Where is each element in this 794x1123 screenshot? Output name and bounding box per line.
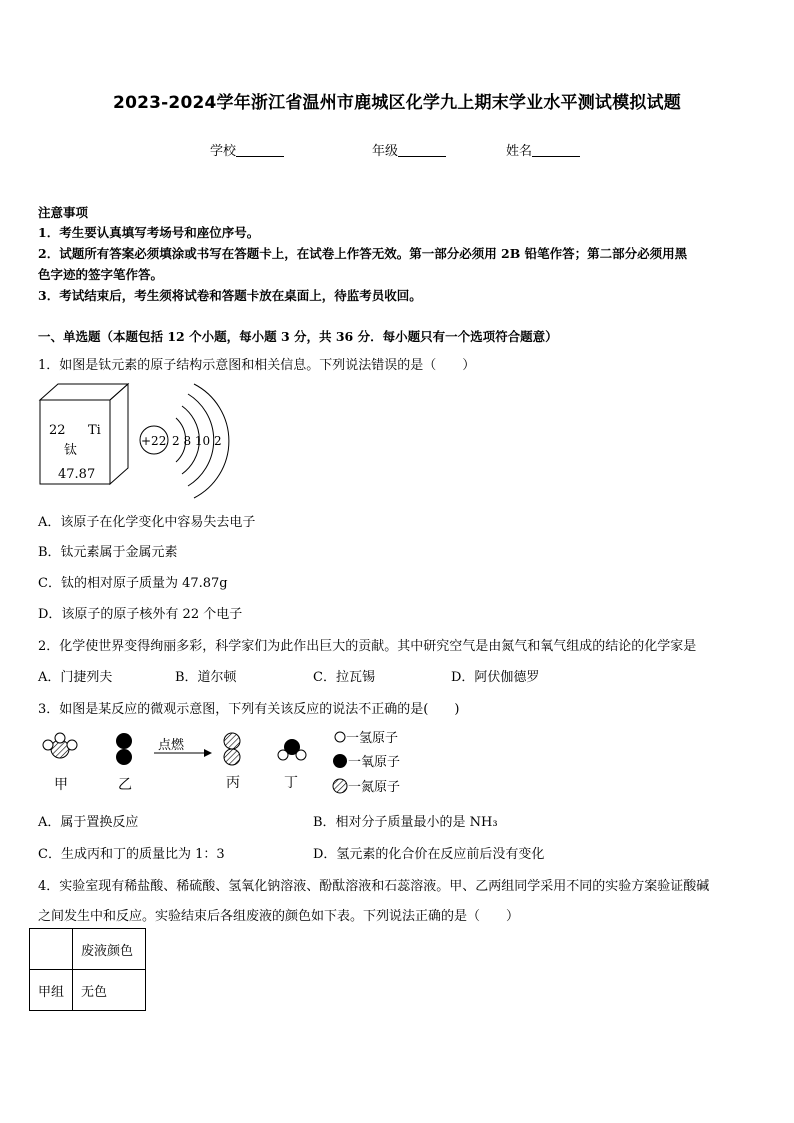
label-jia: 甲	[54, 777, 68, 793]
nucleus-charge: +22	[141, 434, 167, 448]
notice-item: 3．考试结束后，考生须将试卷和答题卡放在桌面上，待监考员收回。	[38, 288, 422, 303]
question-1-option-d[interactable]: D．该原子的原子核外有 22 个电子	[38, 607, 243, 622]
question-1-option-a[interactable]: A．该原子在化学变化中容易失去电子	[38, 515, 256, 530]
question-2-option-b[interactable]: B．道尔顿	[175, 670, 237, 685]
reaction-diagram	[36, 725, 416, 803]
waste-liquid-table	[29, 928, 146, 1011]
question-1-stem: 1．如图是钛元素的原子结构示意图和相关信息。下列说法错误的是（ ）	[38, 358, 476, 373]
legend-hydrogen: 一氢原子	[346, 731, 399, 746]
legend-oxygen: 一氧原子	[348, 755, 401, 770]
table-header-cell: 废液颜色	[73, 929, 146, 970]
table-cell: 甲组	[30, 970, 73, 1011]
notice-item: 色字迹的签字笔作答。	[38, 267, 164, 282]
electron-config: 2 8 10 2	[172, 434, 222, 448]
question-2-option-a[interactable]: A．门捷列夫	[38, 670, 113, 685]
question-2-option-d[interactable]: D．阿伏伽德罗	[451, 670, 540, 685]
question-4-stem-line2: 之间发生中和反应。实验结束后各组废液的颜色如下表。下列说法正确的是（ ）	[38, 909, 520, 924]
grade-label: 年级	[372, 144, 399, 159]
question-3-option-b[interactable]: B．相对分子质量最小的是 NH₃	[313, 815, 498, 830]
notice-heading: 注意事项	[38, 205, 89, 220]
notice-item: 2．试题所有答案必须填涂或书写在答题卡上，在试卷上作答无效。第一部分必须用 2B 铅笔作答；第二部分必须用黑	[38, 246, 688, 261]
titanium-diagram	[36, 382, 236, 504]
name-label: 姓名	[506, 144, 533, 159]
question-3-option-a[interactable]: A．属于置换反应	[38, 815, 139, 830]
section-heading: 一、单选题（本题包括 12 个小题，每小题 3 分，共 36 分．每小题只有一个选项符合题意）	[38, 329, 558, 344]
arrow-label: 点燃	[158, 738, 185, 753]
name-field	[506, 140, 580, 159]
table-header-cell	[30, 929, 73, 970]
molecule-jia	[43, 733, 77, 758]
school-label: 学校	[210, 144, 237, 159]
grade-blank	[398, 144, 446, 157]
question-3-option-d[interactable]: D．氢元素的化合价在反应前后没有变化	[313, 847, 545, 862]
element-symbol: Ti	[88, 423, 101, 438]
school-field	[210, 140, 284, 159]
question-2-option-c[interactable]: C．拉瓦锡	[313, 670, 375, 685]
grade-field	[372, 140, 446, 159]
molecule-bing	[224, 733, 240, 765]
school-blank	[236, 144, 284, 157]
table-header-row	[30, 929, 146, 970]
label-yi: 乙	[118, 777, 132, 793]
question-1-option-c[interactable]: C．钛的相对原子质量为 47.87g	[38, 576, 228, 591]
page-title: 2023-2024学年浙江省温州市鹿城区化学九上期末学业水平测试模拟试题	[113, 93, 681, 113]
atomic-mass: 47.87	[58, 467, 96, 482]
question-1-option-b[interactable]: B．钛元素属于金属元素	[38, 545, 178, 560]
molecule-ding	[278, 739, 306, 760]
table-row	[30, 970, 146, 1011]
molecule-yi	[116, 733, 132, 765]
label-bing: 丙	[226, 775, 240, 791]
name-blank	[532, 144, 580, 157]
element-name: 钛	[64, 443, 78, 458]
question-2-stem: 2．化学使世界变得绚丽多彩，科学家们为此作出巨大的贡献。其中研究空气是由氮气和氧气组成的结论的化学家是	[38, 639, 697, 654]
table-cell: 无色	[73, 970, 146, 1011]
question-3-option-c[interactable]: C．生成丙和丁的质量比为 1：3	[38, 847, 225, 862]
question-3-stem: 3．如图是某反应的微观示意图，下列有关该反应的说法不正确的是( )	[38, 702, 460, 717]
atomic-number: 22	[49, 423, 66, 438]
label-ding: 丁	[284, 775, 298, 791]
question-4-stem-line1: 4．实验室现有稀盐酸、稀硫酸、氢氧化钠溶液、酚酞溶液和石蕊溶液。甲、乙两组同学采用不同的实验方案验证酸碱	[38, 879, 710, 894]
notice-item: 1．考生要认真填写考场号和座位序号。	[38, 225, 260, 240]
legend-nitrogen: 一氮原子	[348, 780, 401, 795]
